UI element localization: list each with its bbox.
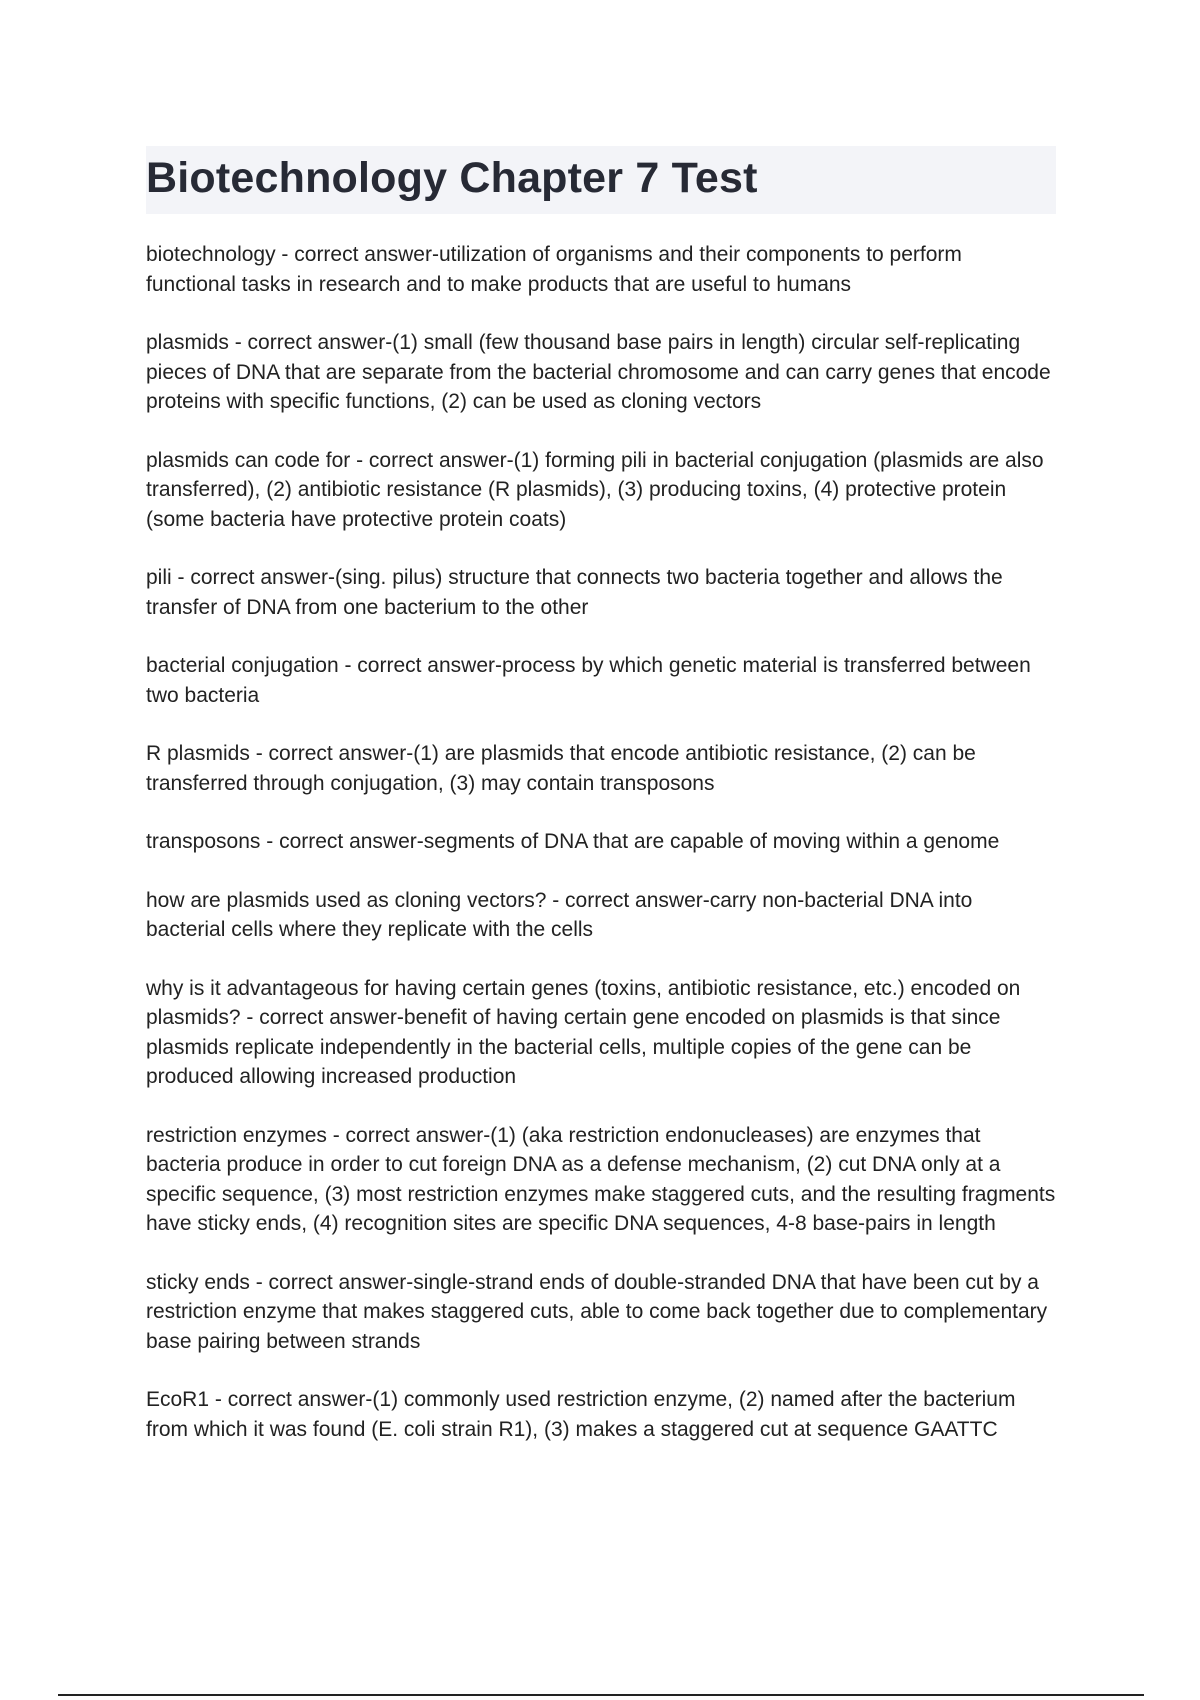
page-title: Biotechnology Chapter 7 Test bbox=[146, 154, 758, 202]
definition-entry: sticky ends - correct answer-single-strand ends of double-stranded DNA that have been cut by a restriction enzyme that makes staggered cuts, able to come back together due to complementary base pairing between strands bbox=[146, 1270, 1048, 1353]
definition-entry: R plasmids - correct answer-(1) are plasmids that encode antibiotic resistance, (2) can be transferred through conjugation, (3) may contain transposons bbox=[146, 742, 976, 795]
footer-divider bbox=[58, 1694, 1144, 1696]
definition-entry: restriction enzymes - correct answer-(1) (aka restriction endonucleases) are enzymes that bacteria produce in order to cut foreign DNA as a defense mechanism, (2) cut DNA only at a specific sequence, (3) most restriction enzymes make staggered cuts, and the resulting fragments have sticky ends, (4) recognition sites are specific DNA sequences, 4-8 base-pairs in length bbox=[146, 1123, 1056, 1235]
definition-entry: EcoR1 - correct answer-(1) commonly used restriction enzyme, (2) named after the bacterium from which it was found (E. coli strain R1), (3) makes a staggered cut at sequence GAATTC bbox=[146, 1388, 1016, 1441]
definition-entry: transposons - correct answer-segments of DNA that are capable of moving within a genome bbox=[146, 830, 1000, 853]
definition-entry: biotechnology - correct answer-utilization of organisms and their components to perform functional tasks in research and to make products that are useful to humans bbox=[146, 243, 962, 296]
definition-entry: plasmids can code for - correct answer-(1) forming pili in bacterial conjugation (plasmids are also transferred), (2) antibiotic resistance (R plasmids), (3) producing toxins, (4) protective protein (some bacteria have protective protein coats) bbox=[146, 448, 1044, 531]
definition-entry: pili - correct answer-(sing. pilus) structure that connects two bacteria together and allows the transfer of DNA from one bacterium to the other bbox=[146, 566, 1003, 619]
definition-entry: plasmids - correct answer-(1) small (few thousand base pairs in length) circular self-replicating pieces of DNA that are separate from the bacterial chromosome and can carry genes that encode proteins with specific functions, (2) can be used as cloning vectors bbox=[146, 331, 1051, 413]
definition-entry: bacterial conjugation - correct answer-process by which genetic material is transferred between two bacteria bbox=[146, 654, 1031, 707]
title-banner bbox=[146, 146, 1056, 214]
flashcard-list bbox=[146, 240, 1056, 1473]
definition-entry: how are plasmids used as cloning vectors? - correct answer-carry non-bacterial DNA into bacterial cells where they replicate with the cells bbox=[146, 888, 973, 941]
definition-entry: why is it advantageous for having certain genes (toxins, antibiotic resistance, etc.) encoded on plasmids? - correct answer-benefit of having certain gene encoded on plasmids is that since plasmids replicate independently in the bacterial cells, multiple copies of the gene can be produced allowing increased production bbox=[146, 976, 1021, 1088]
